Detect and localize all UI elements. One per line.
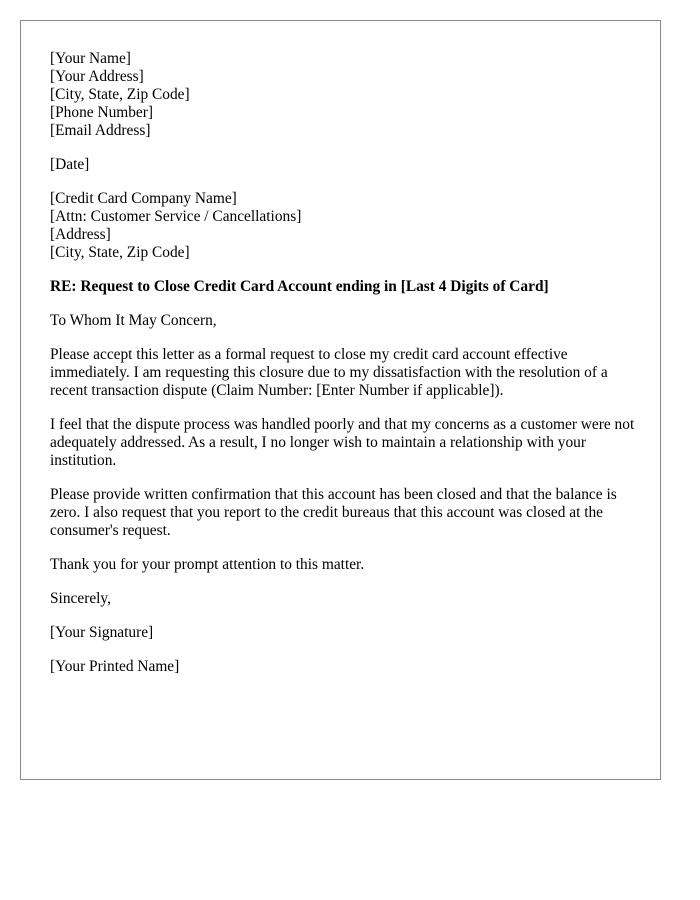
date-block xyxy=(50,156,640,174)
subject-line: RE: Request to Close Credit Card Account ending in [Last 4 Digits of Card] xyxy=(50,278,549,295)
recipient-address: [Address] xyxy=(50,226,111,243)
printed-name: [Your Printed Name] xyxy=(50,658,180,675)
sender-city-state-zip: [City, State, Zip Code] xyxy=(50,86,190,103)
recipient-attn: [Attn: Customer Service / Cancellations] xyxy=(50,208,302,225)
body-paragraph-1: Please accept this letter as a formal request to close my credit card account effective immediately. I am requesting this closure due to my dissatisfaction with the resolution of a recent transaction dispute (Claim Number: [Enter Number if applicable]). xyxy=(50,346,608,399)
body-paragraph-2: I feel that the dispute process was handled poorly and that my concerns as a customer were not adequately addressed. As a result, I no longer wish to maintain a relationship with your institution. xyxy=(50,416,635,469)
sender-name: [Your Name] xyxy=(50,50,131,67)
body-paragraph-3: Please provide written confirmation that this account has been closed and that the balance is zero. I also request that you report to the credit bureaus that this account was closed at the consumer's request. xyxy=(50,486,617,539)
recipient-block xyxy=(50,190,640,262)
signature: [Your Signature] xyxy=(50,624,154,641)
body-paragraph-4: Thank you for your prompt attention to this matter. xyxy=(50,556,365,573)
letter-date: [Date] xyxy=(50,156,90,173)
sender-email: [Email Address] xyxy=(50,122,151,139)
salutation: To Whom It May Concern, xyxy=(50,312,217,329)
closing: Sincerely, xyxy=(50,590,111,607)
letter-page xyxy=(20,20,661,780)
recipient-company: [Credit Card Company Name] xyxy=(50,190,237,207)
sender-phone: [Phone Number] xyxy=(50,104,154,121)
letter-content xyxy=(50,50,640,692)
sender-address: [Your Address] xyxy=(50,68,144,85)
sender-block xyxy=(50,50,640,140)
recipient-city-state-zip: [City, State, Zip Code] xyxy=(50,244,190,261)
